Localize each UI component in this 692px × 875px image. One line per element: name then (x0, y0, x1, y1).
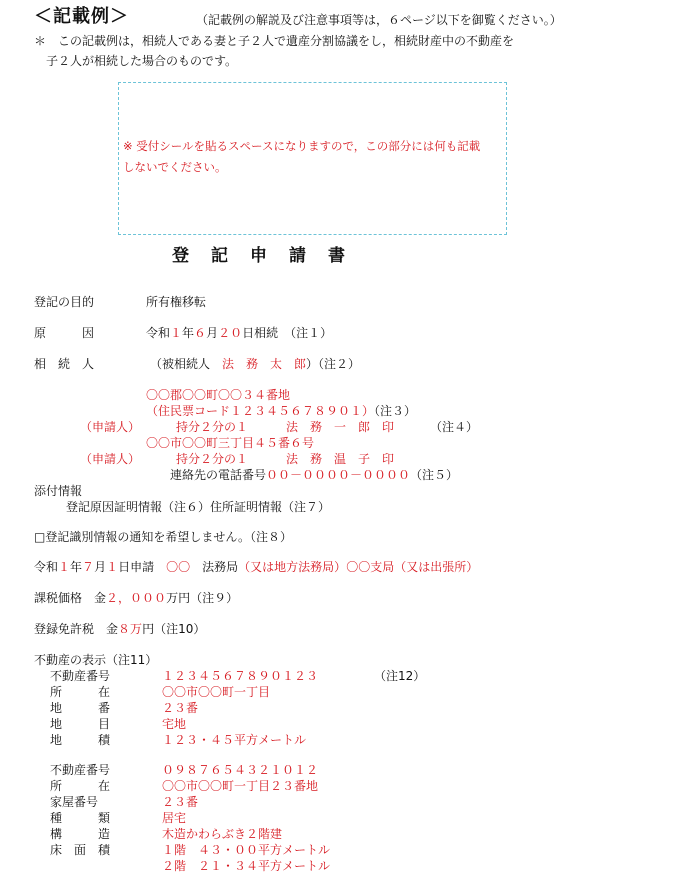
land-key-4: 地 積 (50, 733, 111, 747)
building-key-3: 種 類 (50, 811, 111, 825)
seal-box-text-1: ※ 受付シールを貼るスペースになりますので，この部分には何も記載 (123, 139, 481, 153)
applicant1-address: 〇〇郡〇〇町〇〇３４番地 (146, 388, 291, 402)
building-value-4: 木造かわらぶき２階建 (162, 827, 283, 841)
building-value-6: ２階 ２１・３４平方メートル (162, 859, 331, 873)
building-value-1: 〇〇市〇〇町一丁目２３番地 (162, 779, 319, 793)
applicant2-name-seal: 法 務 温 子 印 (286, 452, 395, 466)
applicant1-resident-code: （住民票コード１２３４５６７８９０１）（注３） (146, 404, 417, 418)
phone-line: 連絡先の電話番号００－００００－００００（注５） (170, 468, 459, 482)
example-heading: ＜記載例＞ (34, 6, 129, 27)
land-key-3: 地 目 (50, 717, 111, 731)
attachment-items: 登記原因証明情報（注６）住所証明情報（注７） (66, 500, 331, 514)
applicant1-name-seal: 法 務 一 郎 印 (286, 420, 395, 434)
intro-line-1: ＊ この記載例は，相続人である妻と子２人で遺産分割協議をし，相続財産中の不動産を (34, 34, 515, 48)
purpose-value: 所有権移転 (146, 295, 207, 309)
land-value-2: ２３番 (162, 701, 199, 715)
building-key-5: 床 面 積 (50, 843, 111, 857)
building-value-2: ２３番 (162, 795, 199, 809)
land-value-3: 宅地 (162, 717, 187, 731)
heir-value: （被相続人 法 務 太 郎）（注２） (150, 357, 361, 371)
building-value-0: ０９８７６５４３２１０１２ (162, 763, 319, 777)
applicant1-share: 持分２分の１ (176, 420, 249, 434)
applicant2-address: 〇〇市〇〇町三丁目４５番６号 (146, 436, 315, 450)
building-key-0: 不動産番号 (50, 763, 111, 777)
building-value-3: 居宅 (162, 811, 187, 825)
land-value-0: １２３４５６７８９０１２３ (162, 669, 319, 683)
cause-label: 原 因 (34, 326, 95, 340)
cause-value: 令和１年６月２０日相続 （注１） (146, 326, 333, 340)
land-key-2: 地 番 (50, 701, 111, 715)
license-tax-line: 登録免許税 金８万円（注10） (34, 622, 206, 636)
document-title: 登記申請書 (172, 246, 367, 266)
seal-box-text-2: しないでください。 (123, 160, 227, 174)
id-notice: □登記識別情報の通知を希望しません。（注８） (34, 530, 293, 544)
land-key-0: 不動産番号 (50, 669, 111, 683)
property-heading: 不動産の表示（注11） (34, 653, 158, 667)
applicant1-role: （申請人） (80, 420, 141, 434)
application-line: 令和１年７月１日申請 〇〇 法務局（又は地方法務局）〇〇支局（又は出張所） (34, 560, 479, 574)
example-reference-note: （記載例の解説及び注意事項等は，６ページ以下を御覧ください。） (196, 13, 562, 27)
intro-line-2: 子２人が相続した場合のものです。 (46, 54, 238, 68)
building-value-5: １階 ４３・００平方メートル (162, 843, 331, 857)
purpose-label: 登記の目的 (34, 295, 95, 309)
heir-label: 相 続 人 (34, 357, 95, 371)
land-key-1: 所 在 (50, 685, 111, 699)
building-key-1: 所 在 (50, 779, 111, 793)
receipt-seal-box (118, 82, 507, 235)
land-value-4: １２３・４５平方メートル (162, 733, 307, 747)
applicant2-role: （申請人） (80, 452, 141, 466)
attachment-label: 添付情報 (34, 484, 83, 498)
land-value-1: 〇〇市〇〇町一丁目 (162, 685, 271, 699)
building-key-4: 構 造 (50, 827, 111, 841)
applicant2-share: 持分２分の１ (176, 452, 249, 466)
applicant1-note: （注４） (430, 420, 479, 434)
land-note-0: （注12） (374, 669, 426, 683)
building-key-2: 家屋番号 (50, 795, 99, 809)
tax-value-line: 課税価格 金２，０００万円（注９） (34, 591, 239, 605)
